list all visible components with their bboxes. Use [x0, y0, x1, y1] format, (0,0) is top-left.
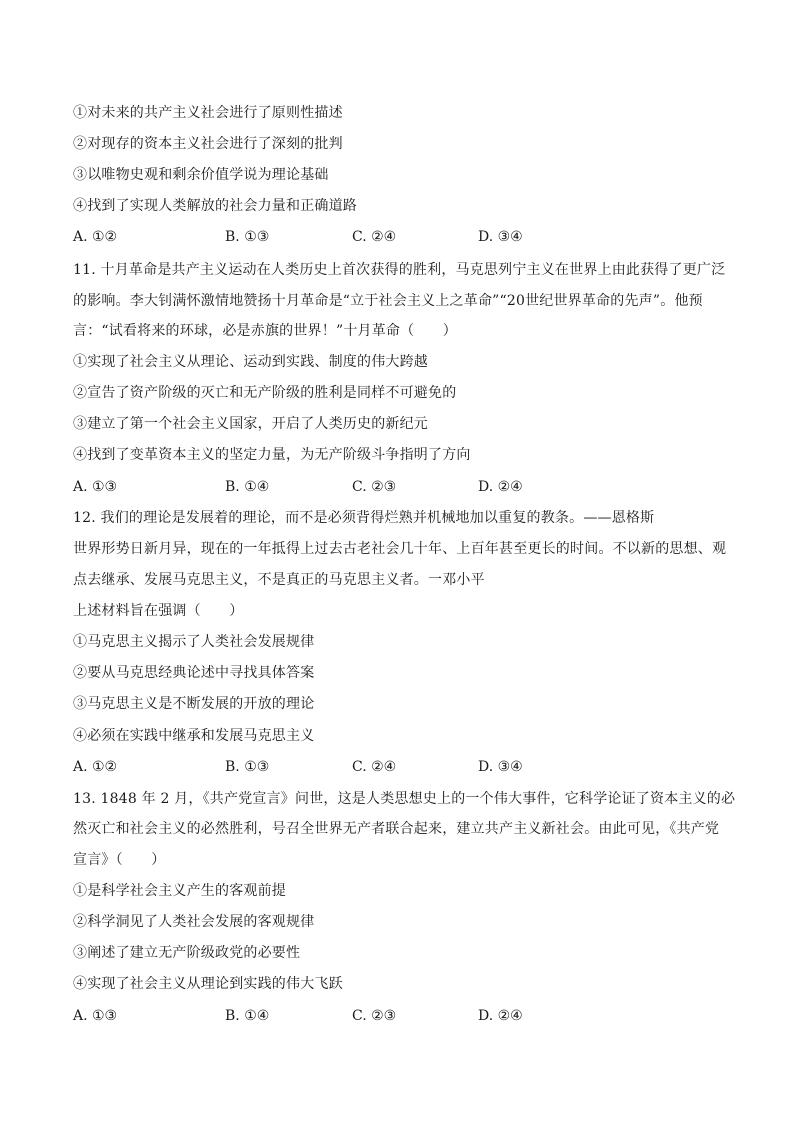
- q12-option-c[interactable]: C. ②④: [352, 759, 397, 775]
- q11-statement-2: ②宣告了资产阶级的灭亡和无产阶级的胜利是同样不可避免的: [73, 385, 457, 401]
- q12-option-b[interactable]: B. ①③: [225, 759, 270, 775]
- q11-option-b[interactable]: B. ①④: [225, 479, 270, 495]
- q13-stem-line-3: 宣言》（ ）: [73, 852, 166, 868]
- q11-statement-3: ③建立了第一个社会主义国家，开启了人类历史的新纪元: [73, 416, 428, 432]
- q13-statement-4: ④实现了社会主义从理论到实践的伟大飞跃: [73, 976, 343, 992]
- q11-statement-1: ①实现了社会主义从理论、运动到实践、制度的伟大跨越: [73, 354, 428, 370]
- q12-stem-line-1: 12. 我们的理论是发展着的理论，而不是必须背得烂熟并机械地加以重复的教条。——恩格斯: [73, 510, 655, 526]
- q13-option-a[interactable]: A. ①③: [73, 1008, 118, 1024]
- q10-statement-2: ②对现存的资本主义社会进行了深刻的批判: [73, 136, 343, 152]
- q10-statement-1: ①对未来的共产主义社会进行了原则性描述: [73, 105, 343, 121]
- q11-stem-line-2: 的影响。李大钊满怀激情地赞扬十月革命是“立于社会主义上之革命”“20世纪世界革命的先声”。他预: [73, 293, 703, 309]
- q13-stem-line-1: 13. 1848 年 2 月，《共产党宣言》问世，这是人类思想史上的一个伟大事件，它科学论证了资本主义的必: [73, 791, 736, 807]
- q13-stem-line-2: 然灭亡和社会主义的必然胜利，号召全世界无产者联合起来，建立共产主义新社会。由此可见，《共产党: [73, 821, 720, 837]
- q12-statement-2: ②要从马克思经典论述中寻找具体答案: [73, 665, 315, 681]
- q10-option-b[interactable]: B. ①③: [225, 229, 270, 245]
- q11-option-a[interactable]: A. ①③: [73, 479, 118, 495]
- q11-stem-line-1: 11. 十月革命是共产主义运动在人类历史上首次获得的胜利，马克思列宁主义在世界上由此获得了更广泛: [73, 262, 726, 278]
- q13-option-b[interactable]: B. ①④: [225, 1008, 270, 1024]
- q12-option-d[interactable]: D. ③④: [478, 759, 523, 775]
- q11-option-c[interactable]: C. ②③: [352, 479, 397, 495]
- q10-option-c[interactable]: C. ②④: [352, 229, 397, 245]
- q10-statement-4: ④找到了实现人类解放的社会力量和正确道路: [73, 198, 357, 214]
- q11-stem-line-3: 言：“试看将来的环球，必是赤旗的世界！”十月革命（ ）: [73, 323, 457, 339]
- q13-option-d[interactable]: D. ②④: [478, 1008, 523, 1024]
- q10-statement-3: ③以唯物史观和剩余价值学说为理论基础: [73, 167, 329, 183]
- q10-option-a[interactable]: A. ①②: [73, 229, 118, 245]
- q11-option-d[interactable]: D. ②④: [478, 479, 523, 495]
- q13-option-c[interactable]: C. ②③: [352, 1008, 397, 1024]
- q12-option-a[interactable]: A. ①②: [73, 759, 118, 775]
- q12-stem-line-3: 点去继承、发展马克思主义，不是真正的马克思主义者。一邓小平: [73, 572, 485, 588]
- q12-stem-line-4: 上述材料旨在强调（ ）: [73, 603, 244, 619]
- q13-statement-3: ③阐述了建立无产阶级政党的必要性: [73, 945, 301, 961]
- q11-statement-4: ④找到了变革资本主义的坚定力量，为无产阶级斗争指明了方向: [73, 447, 471, 463]
- q10-option-d[interactable]: D. ③④: [478, 229, 523, 245]
- q12-statement-1: ①马克思主义揭示了人类社会发展规律: [73, 634, 315, 650]
- q12-statement-4: ④必须在实践中继承和发展马克思主义: [73, 728, 315, 744]
- q13-statement-1: ①是科学社会主义产生的客观前提: [73, 883, 286, 899]
- q13-statement-2: ②科学洞见了人类社会发展的客观规律: [73, 914, 315, 930]
- q12-statement-3: ③马克思主义是不断发展的开放的理论: [73, 696, 315, 712]
- q12-stem-line-2: 世界形势日新月异，现在的一年抵得上过去古老社会几十年、上百年甚至更长的时间。不以新的思想、观: [73, 541, 727, 557]
